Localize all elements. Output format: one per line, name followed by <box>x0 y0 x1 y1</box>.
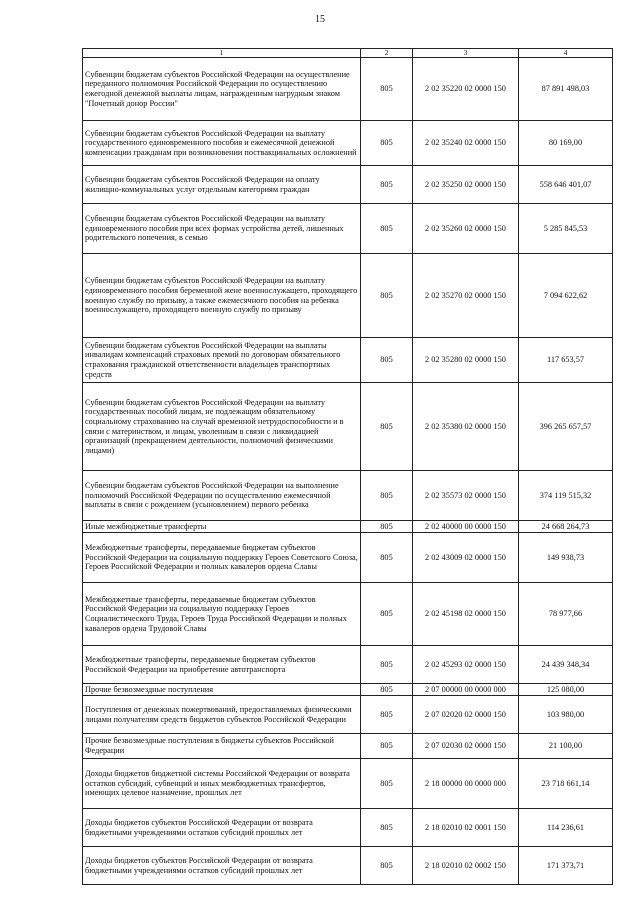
row-admin-code: 805 <box>361 583 413 646</box>
table-row <box>83 521 613 533</box>
row-admin-code: 805 <box>361 471 413 521</box>
row-budget-code: 2 02 40000 00 0000 150 <box>413 521 519 533</box>
row-description: Субвенции бюджетам субъектов Российской Федерации на выплату государственного единовременного пособия и ежемесячной денежной компенсации гражданам при возникновении поствакцинальных осложнений <box>83 121 361 166</box>
row-admin-code: 805 <box>361 204 413 254</box>
row-admin-code: 805 <box>361 646 413 684</box>
column-header: 3 <box>413 49 519 58</box>
row-amount: 103 980,00 <box>519 696 613 734</box>
row-admin-code: 805 <box>361 759 413 809</box>
table-row <box>83 847 613 885</box>
row-admin-code: 805 <box>361 383 413 471</box>
row-description: Субвенции бюджетам субъектов Российской Федерации на осуществление переданного полномочия Российской Федерации по осуществлению ежегодной денежной выплаты лицам, награжденным нагрудным знаком "Почетный донор России" <box>83 58 361 121</box>
table-row <box>83 254 613 338</box>
row-description: Доходы бюджетов бюджетной системы Российской Федерации от возврата остатков субсидий, субвенций и иных межбюджетных трансфертов, имеющих целевое назначение, прошлых лет <box>83 759 361 809</box>
budget-table <box>82 48 613 885</box>
row-budget-code: 2 02 35380 02 0000 150 <box>413 383 519 471</box>
row-budget-code: 2 18 02010 02 0001 150 <box>413 809 519 847</box>
row-amount: 125 080,00 <box>519 684 613 696</box>
row-amount: 374 119 515,32 <box>519 471 613 521</box>
table-row <box>83 759 613 809</box>
table-row <box>83 734 613 759</box>
row-admin-code: 805 <box>361 166 413 204</box>
row-description: Прочие безвозмездные поступления <box>83 684 361 696</box>
table-row <box>83 809 613 847</box>
row-description: Поступления от денежных пожертвований, предоставляемых физическими лицами получателям средств бюджетов субъектов Российской Федерации <box>83 696 361 734</box>
row-budget-code: 2 18 02010 02 0002 150 <box>413 847 519 885</box>
row-admin-code: 805 <box>361 58 413 121</box>
row-amount: 114 236,61 <box>519 809 613 847</box>
row-description: Субвенции бюджетам субъектов Российской Федерации на выплату единовременного пособия при всех формах устройства детей, лишенных родительского попечения, в семью <box>83 204 361 254</box>
row-amount: 558 646 401,07 <box>519 166 613 204</box>
row-admin-code: 805 <box>361 121 413 166</box>
row-admin-code: 805 <box>361 254 413 338</box>
row-description: Субвенции бюджетам субъектов Российской Федерации на выплату единовременного пособия беременной жене военнослужащего, проходящего военную службу по призыву, а также ежемесячного пособия на ребенка военнослужащего, проходящего военную службу по призыву <box>83 254 361 338</box>
table-row <box>83 204 613 254</box>
row-budget-code: 2 02 35280 02 0000 150 <box>413 338 519 383</box>
table-row <box>83 471 613 521</box>
row-admin-code: 805 <box>361 533 413 583</box>
column-header: 4 <box>519 49 613 58</box>
table-row <box>83 696 613 734</box>
row-budget-code: 2 07 02020 02 0000 150 <box>413 696 519 734</box>
row-amount: 117 653,57 <box>519 338 613 383</box>
table-row <box>83 646 613 684</box>
row-amount: 149 938,73 <box>519 533 613 583</box>
row-admin-code: 805 <box>361 809 413 847</box>
row-amount: 87 891 498,03 <box>519 58 613 121</box>
row-admin-code: 805 <box>361 734 413 759</box>
row-amount: 24 668 264,73 <box>519 521 613 533</box>
row-description: Субвенции бюджетам субъектов Российской Федерации на выполнение полномочий Российской Федерации по осуществлению ежемесячной выплаты в связи с рождением (усыновлением) первого ребенка <box>83 471 361 521</box>
row-amount: 171 373,71 <box>519 847 613 885</box>
table-row <box>83 166 613 204</box>
row-budget-code: 2 02 35260 02 0000 150 <box>413 204 519 254</box>
row-budget-code: 2 07 02030 02 0000 150 <box>413 734 519 759</box>
table-header-row <box>83 49 613 58</box>
row-budget-code: 2 02 35573 02 0000 150 <box>413 471 519 521</box>
row-description: Доходы бюджетов субъектов Российской Федерации от возврата бюджетными учреждениями остатков субсидий прошлых лет <box>83 847 361 885</box>
table-row <box>83 58 613 121</box>
row-budget-code: 2 02 35270 02 0000 150 <box>413 254 519 338</box>
row-description: Межбюджетные трансферты, передаваемые бюджетам субъектов Российской Федерации на социальную поддержку Героев Советского Союза, Героев Российской Федерации и полных кавалеров ордена Славы <box>83 533 361 583</box>
table-row <box>83 121 613 166</box>
table-row <box>83 583 613 646</box>
row-budget-code: 2 07 00000 00 0000 000 <box>413 684 519 696</box>
row-admin-code: 805 <box>361 684 413 696</box>
row-description: Межбюджетные трансферты, передаваемые бюджетам субъектов Российской Федерации на приобретение автотранспорта <box>83 646 361 684</box>
table-row <box>83 338 613 383</box>
row-amount: 396 265 657,57 <box>519 383 613 471</box>
row-amount: 24 439 348,34 <box>519 646 613 684</box>
row-amount: 7 094 622,62 <box>519 254 613 338</box>
row-budget-code: 2 02 35220 02 0000 150 <box>413 58 519 121</box>
row-admin-code: 805 <box>361 521 413 533</box>
row-budget-code: 2 02 35240 02 0000 150 <box>413 121 519 166</box>
row-amount: 78 977,66 <box>519 583 613 646</box>
row-budget-code: 2 02 45293 02 0000 150 <box>413 646 519 684</box>
page-number: 15 <box>315 14 325 25</box>
row-amount: 23 718 661,14 <box>519 759 613 809</box>
row-amount: 5 285 845,53 <box>519 204 613 254</box>
row-description: Доходы бюджетов субъектов Российской Федерации от возврата бюджетными учреждениями остатков субсидий прошлых лет <box>83 809 361 847</box>
row-budget-code: 2 02 45198 02 0000 150 <box>413 583 519 646</box>
row-description: Иные межбюджетные трансферты <box>83 521 361 533</box>
row-admin-code: 805 <box>361 338 413 383</box>
row-amount: 80 169,00 <box>519 121 613 166</box>
row-description: Субвенции бюджетам субъектов Российской Федерации на выплату государственных пособий лицам, не подлежащим обязательному социальному страхованию на случай временной нетрудоспособности и в связи с материнством, и лицам, уволенным в связи с ликвидацией организаций (прекращением деятельности, полномочий физическими лицами) <box>83 383 361 471</box>
row-description: Прочие безвозмездные поступления в бюджеты субъектов Российской Федерации <box>83 734 361 759</box>
table-row <box>83 383 613 471</box>
row-description: Субвенции бюджетам субъектов Российской Федерации на выплаты инвалидам компенсаций страховых премий по договорам обязательного страхования гражданской ответственности владельцев транспортных средств <box>83 338 361 383</box>
row-description: Межбюджетные трансферты, передаваемые бюджетам субъектов Российской Федерации на социальную поддержку Героев Социалистического Труда, Героев Труда Российской Федерации и полных кавалеров ордена Трудовой Славы <box>83 583 361 646</box>
row-description: Субвенции бюджетам субъектов Российской Федерации на оплату жилищно-коммунальных услуг отдельным категориям граждан <box>83 166 361 204</box>
column-header: 1 <box>83 49 361 58</box>
table-row <box>83 533 613 583</box>
row-budget-code: 2 02 35250 02 0000 150 <box>413 166 519 204</box>
row-admin-code: 805 <box>361 696 413 734</box>
row-budget-code: 2 18 00000 00 0000 000 <box>413 759 519 809</box>
column-header: 2 <box>361 49 413 58</box>
row-admin-code: 805 <box>361 847 413 885</box>
row-budget-code: 2 02 43009 02 0000 150 <box>413 533 519 583</box>
table-row <box>83 684 613 696</box>
row-amount: 21 100,00 <box>519 734 613 759</box>
